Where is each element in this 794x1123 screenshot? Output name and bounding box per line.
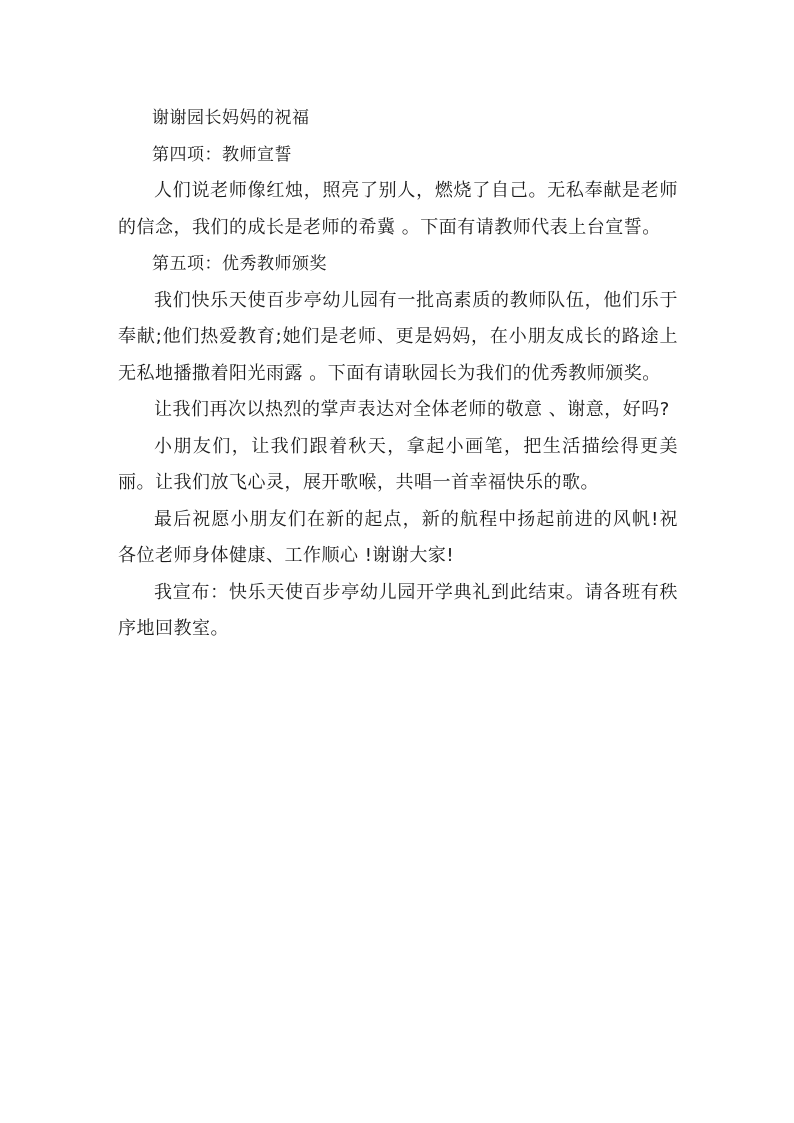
document-body bbox=[118, 100, 678, 648]
paragraph-thanks: 谢谢园长妈妈的祝福 bbox=[152, 108, 310, 128]
paragraph-wishes: 最后祝愿小朋友们在新的起点，新的航程中扬起前进的风帆!祝各位老师身体健康、工作顺心 !谢谢大家! bbox=[118, 508, 678, 566]
paragraph-teacher-award: 我们快乐天使百步亭幼儿园有一批高素质的教师队伍，他们乐于奉献;他们热爱教育;她们是老师、更是妈妈，在小朋友成长的路途上无私地播撒着阳光雨露 。下面有请耿园长为我们的优秀教师颁奖。 bbox=[118, 289, 678, 384]
paragraph-teacher-oath: 人们说老师像红烛，照亮了别人，燃烧了自己。无私奉献是老师的信念，我们的成长是老师的希冀 。下面有请教师代表上台宣誓。 bbox=[118, 180, 678, 238]
paragraph-autumn: 小朋友们，让我们跟着秋天，拿起小画笔，把生活描绘得更美丽。让我们放飞心灵，展开歌喉，共唱一首幸福快乐的歌。 bbox=[118, 435, 678, 493]
paragraph-closing: 我宣布：快乐天使百步亭幼儿园开学典礼到此结束。请各班有秩序地回教室。 bbox=[118, 581, 678, 639]
section-heading-teacher-award: 第五项：优秀教师颁奖 bbox=[152, 254, 327, 274]
paragraph-applause: 让我们再次以热烈的掌声表达对全体老师的敬意 、谢意，好吗? bbox=[154, 399, 670, 420]
section-heading-teacher-oath: 第四项：教师宣誓 bbox=[152, 144, 292, 165]
